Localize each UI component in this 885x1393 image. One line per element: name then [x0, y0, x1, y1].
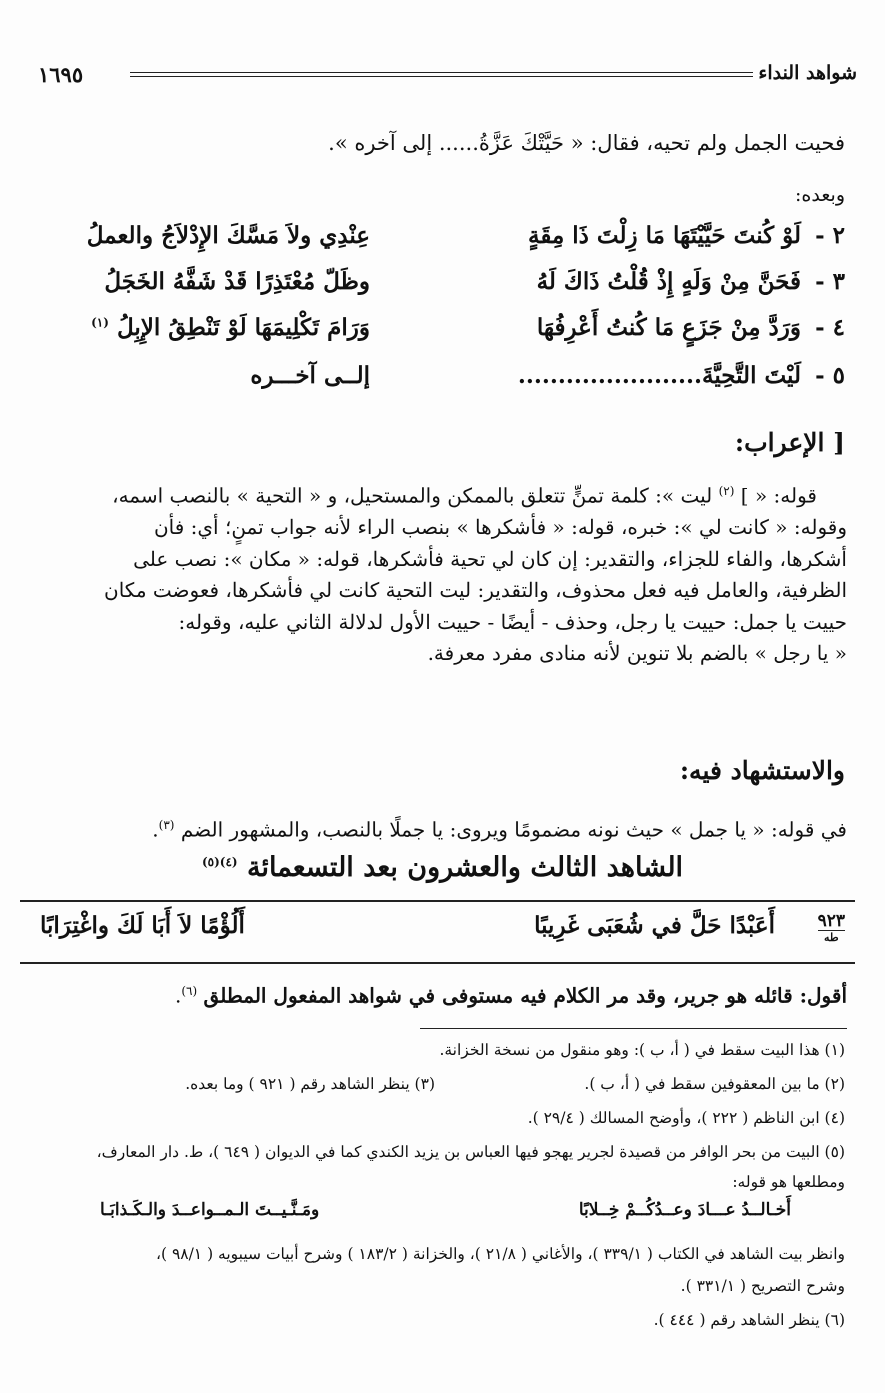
verse-first-hemistich: أَعَبْدًا حَلَّ في شُعَبَى غَرِيبًا [534, 912, 775, 939]
verse-number: ٥ - [815, 362, 845, 389]
verse-text: وَرَامَ تَكْلِيمَهَا لَوْ تَنْطِقُ الإِبِلُ [116, 314, 370, 341]
verse-box-bottom-rule [20, 962, 855, 964]
irab-line: « يا رجل » بالضم بلا تنوين لأنه منادى مفرد معرفة. [427, 641, 847, 666]
verse-row [40, 362, 845, 398]
verse-second-hemistich: عِنْدِي ولاَ مَسَّكَ الإِدْلاَجُ والعملُ [86, 222, 370, 249]
irab-line: حييت يا جمل: حييت يا رجل، وحذف - أيضًا - حييت الأول لدلالة الثاني عليه، وقوله: [178, 609, 847, 634]
footnote-marker: (١) [91, 315, 109, 330]
aqulu-text: أقول: قائله هو جرير، وقد مر الكلام فيه مستوفى في شواهد المفعول المطلق [203, 983, 847, 1008]
verse-box-top-rule [20, 900, 855, 902]
verse-first-hemistich: فَحَنَّ مِنْ وَلَهٍ إِذْ قُلْتُ ذَاكَ لَهُ [536, 268, 801, 295]
verse-second-hemistich: إلــى آخـــره [250, 362, 370, 389]
shahid-title-text: الشاهد الثالث والعشرون بعد التسعمائة [246, 852, 684, 883]
footnote: (١) هذا البيت سقط في ( أ، ب ): وهو منقول من نسخة الخزانة. [439, 1041, 845, 1059]
irab-line [36, 476, 847, 512]
footnote-marker: (٤)(٥) [201, 855, 238, 869]
verse-second-hemistich [91, 314, 370, 341]
verse-second-hemistich: وظَلّ مُعْتَذِرًا قَدْ شَفَّهُ الخَجَلُ [104, 268, 370, 295]
irab-text: ليت »: كلمة تمنٍّ تتعلق بالممكن والمستحيل، و « التحية » بالنصب اسمه، [112, 483, 719, 508]
footnote-marker: (٢) [718, 484, 735, 498]
header-rule [130, 72, 753, 77]
istishhad-heading: والاستشهاد فيه: [679, 756, 845, 785]
istishhad-text: في قوله: « يا جمل » حيث نونه مضمومًا ويروى: يا جملًا بالنصب، والمشهور الضم [180, 817, 847, 842]
period: . [152, 817, 159, 842]
period: . [175, 983, 182, 1008]
irab-heading: [ الإعراب: [734, 428, 845, 457]
footnote: وشرح التصريح ( ٣٣١/١ ). [680, 1277, 845, 1295]
irab-line: الظرفية، والعامل فيه فعل محذوف، والتقدير: ليت التحية كانت لي فأشكرها، فعوضت مكان [104, 578, 847, 603]
verse-first-hemistich: أَخـالــدُ عـــادَ وعــدُكُــمْ خِــلابًا [578, 1200, 791, 1220]
footnote-marker: (٣) [158, 818, 175, 832]
footnote: (٤) ابن الناظم ( ٢٢٢ )، وأوضح المسالك ( ٢٩/٤ ). [527, 1109, 845, 1127]
footnote-row [38, 1072, 845, 1096]
after-label: وبعده: [795, 184, 845, 206]
verse-number: ٢ - [815, 222, 845, 249]
verse-number: ٣ - [815, 268, 845, 295]
verse-number [818, 912, 845, 945]
intro-line: فحيت الجمل ولم تحيه، فقال: « حَيَّتْكَ عَزَّةُ...... إلى آخره ». [328, 131, 845, 155]
footnote-marker: (٦) [181, 984, 198, 998]
irab-line: وقوله: « كانت لي »: خبره، قوله: « فأشكرها » بنصب الراء لأنه جواب تمنٍ؛ أي: فأن [153, 515, 847, 540]
page-header [38, 62, 857, 90]
footnote: ومطلعها هو قوله: [732, 1173, 845, 1191]
footnote: (٣) ينظر الشاهد رقم ( ٩٢١ ) وما بعده. [185, 1075, 435, 1093]
verse-second-hemistich: ومَـنَّـيــتَ الـمــواعــدَ والـكَـذابَـا [100, 1200, 320, 1220]
running-title: شواهد النداء [758, 62, 857, 84]
verse-number-sub: طه [823, 931, 839, 944]
footnote: (٥) البيت من بحر الوافر من قصيدة لجرير يهجو فيها العباس بن يزيد الكندي كما في الديوان ( ٦٤٩ )، ط. دار المعارف، [96, 1143, 845, 1161]
footnote: وانظر بيت الشاهد في الكتاب ( ٣٣٩/١ )، والأغاني ( ٢١/٨ )، والخزانة ( ١٨٣/٢ ) وشرح أبيات سيبويه ( ٩٨/١ )، [155, 1245, 845, 1263]
verse-first-hemistich: وَرَدَّ مِنْ جَزَعٍ مَا كُنتُ أَعْرِفُهَا [536, 314, 801, 341]
main-verse [40, 910, 845, 956]
aqulu-paragraph [36, 976, 847, 1012]
verse-second-hemistich: أَلُؤْمًا لاَ أَبَا لَكَ واغْتِرَابًا [40, 912, 245, 939]
verse-row [40, 314, 845, 350]
verse-number: ٤ - [815, 314, 845, 341]
verse-number-text: ٩٢٣ [817, 911, 845, 931]
irab-paragraph [36, 476, 847, 670]
footnote: (٦) ينظر الشاهد رقم ( ٤٤٤ ). [653, 1311, 845, 1329]
istishhad-paragraph [36, 810, 847, 846]
irab-line: أشكرها، والفاء للجزاء، والتقدير: إن كان لي تحية فأشكرها، قوله: « مكان »: نصب على [133, 546, 847, 571]
verse-row [40, 268, 845, 304]
irab-text: قوله: « ] [734, 483, 817, 508]
page-number: ١٦٩٥ [38, 62, 84, 87]
verse-first-hemistich: لَيْتَ التَّحِيَّةَ....................... [517, 362, 801, 389]
verse-row [40, 222, 845, 258]
shahid-title [0, 852, 885, 883]
footnote: (٢) ما بين المعقوفين سقط في ( أ، ب ). [584, 1075, 845, 1093]
verse-first-hemistich: لَوْ كُنتَ حَيَّيْتَهَا مَا زِلْتَ ذَا مِقَةٍ [527, 222, 801, 249]
footnote-separator [420, 1028, 847, 1029]
